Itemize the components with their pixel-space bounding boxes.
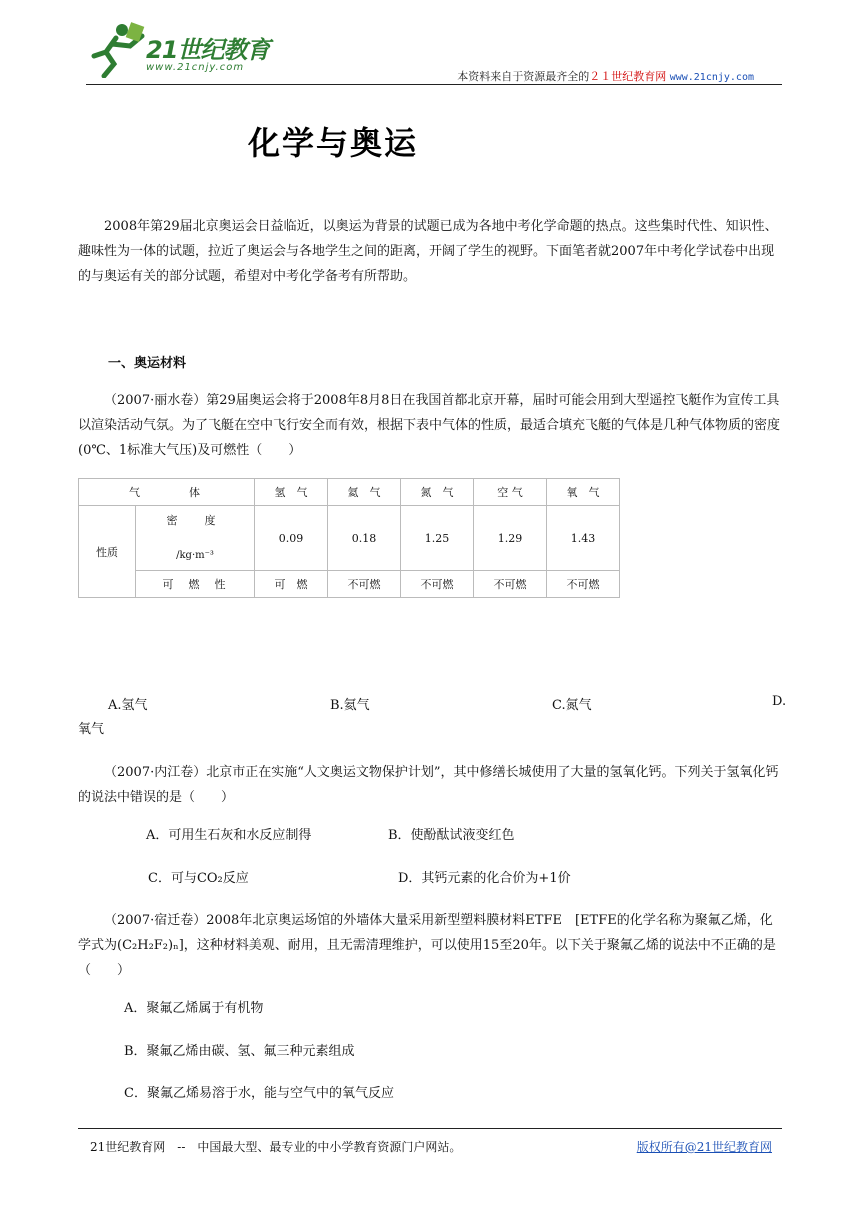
section-heading: 一、奥运材料 bbox=[108, 356, 187, 371]
q1-option-d: D. bbox=[772, 694, 787, 709]
q1-option-b: B.氦气 bbox=[330, 698, 370, 713]
question-3-text: （2007·宿迁卷）2008年北京奥运场馆的外墙体大量采用新型塑料膜材料ETFE [ETFE的化学名称为聚氟乙烯，化学式为(C₂H₂F₂)ₙ]，这种材料美观、耐用，且无需清理维护，可以使用15至20年。以下关于聚氟乙烯的说法中不正确的是（ ） bbox=[78, 913, 776, 978]
logo-url: www.21cnjy.com bbox=[146, 62, 245, 73]
flammability-row bbox=[79, 571, 620, 598]
q3-option-a: A．聚氟乙烯属于有机物 bbox=[124, 1001, 264, 1016]
gas-nitrogen-header: 氮 气 bbox=[401, 479, 474, 506]
density-value: 1.25 bbox=[401, 506, 474, 571]
logo-text: 21世纪教育 bbox=[146, 36, 270, 64]
runner-logo-icon bbox=[86, 22, 146, 78]
intro-paragraph: 2008年第29届北京奥运会日益临近，以奥运为背景的试题已成为各地中考化学命题的热点。这些集时代性、知识性、趣味性为一体的试题，拉近了奥运会与各地学生之间的距离，开阔了学生的视野。下面笔者就2007年中考化学试卷中出现的与奥运有关的部分试题，希望对中考化学备考有所帮助。 bbox=[78, 219, 778, 284]
flammable-label: 可 燃 性 bbox=[136, 571, 255, 598]
flammable-value: 不可燃 bbox=[328, 571, 401, 598]
flammable-value: 可 燃 bbox=[255, 571, 328, 598]
density-value: 0.18 bbox=[328, 506, 401, 571]
gas-air-header: 空 气 bbox=[474, 479, 547, 506]
source-url[interactable]: www.21cnjy.com bbox=[669, 72, 754, 83]
density-label-cell bbox=[136, 506, 255, 571]
density-value: 1.29 bbox=[474, 506, 547, 571]
flammable-value: 不可燃 bbox=[401, 571, 474, 598]
flammable-value: 不可燃 bbox=[547, 571, 620, 598]
gas-property-table bbox=[78, 478, 620, 598]
q2-option-b: B．使酚酞试液变红色 bbox=[388, 828, 515, 843]
question-1-text: （2007·丽水卷）第29届奥运会将于2008年8月8日在我国首都北京开幕，届时可能会用到大型遥控飞艇作为宣传工具以渲染活动气氛。为了飞艇在空中飞行安全而有效，根据下表中气体的性质，最适合填充飞艇的气体是几种气体物质的密度(0℃、1标准大气压)及可燃性（ ） bbox=[78, 393, 781, 458]
q1-option-c: C.氮气 bbox=[552, 698, 592, 713]
footer-text: 21世纪教育网 -- 中国最大型、最专业的中小学教育资源门户网站。 bbox=[90, 1140, 462, 1154]
property-label: 性质 bbox=[79, 506, 136, 598]
q1-option-a: A.氢气 bbox=[108, 698, 148, 713]
source-brand: ２１世纪教育网 bbox=[589, 70, 667, 83]
header-gas-cell: 气 体 bbox=[79, 479, 255, 506]
density-unit: /kg·m⁻³ bbox=[176, 550, 214, 561]
gas-hydrogen-header: 氢 气 bbox=[255, 479, 328, 506]
q3-option-b: B．聚氟乙烯由碳、氢、氟三种元素组成 bbox=[124, 1044, 355, 1059]
density-value: 0.09 bbox=[255, 506, 328, 571]
q2-option-a: A．可用生石灰和水反应制得 bbox=[146, 828, 312, 843]
header-divider bbox=[86, 84, 782, 85]
q3-option-c: C．聚氟乙烯易溶于水，能与空气中的氧气反应 bbox=[124, 1086, 394, 1101]
question-2-text: （2007·内江卷）北京市正在实施“人文奥运文物保护计划”，其中修缮长城使用了大量的氢氧化钙。下列关于氢氧化钙的说法中错误的是（ ） bbox=[78, 765, 779, 805]
q2-option-d: D．其钙元素的化合价为+1价 bbox=[398, 871, 571, 886]
gas-oxygen-header: 氧 气 bbox=[547, 479, 620, 506]
flammable-value: 不可燃 bbox=[474, 571, 547, 598]
table-header-row bbox=[79, 479, 620, 506]
footer-divider bbox=[78, 1128, 782, 1129]
copyright-link[interactable]: 版权所有@21世纪教育网 bbox=[636, 1140, 772, 1154]
q2-option-c: C．可与CO₂反应 bbox=[148, 871, 249, 886]
q1-option-d-text: 氧气 bbox=[78, 722, 105, 737]
density-label: 密 度 bbox=[166, 514, 224, 527]
gas-helium-header: 氦 气 bbox=[328, 479, 401, 506]
source-prefix: 本资料来自于资源最齐全的 bbox=[457, 70, 590, 83]
density-value: 1.43 bbox=[547, 506, 620, 571]
density-row bbox=[79, 506, 620, 571]
page-title: 化学与奥运 bbox=[248, 124, 419, 162]
header-source bbox=[457, 68, 754, 84]
